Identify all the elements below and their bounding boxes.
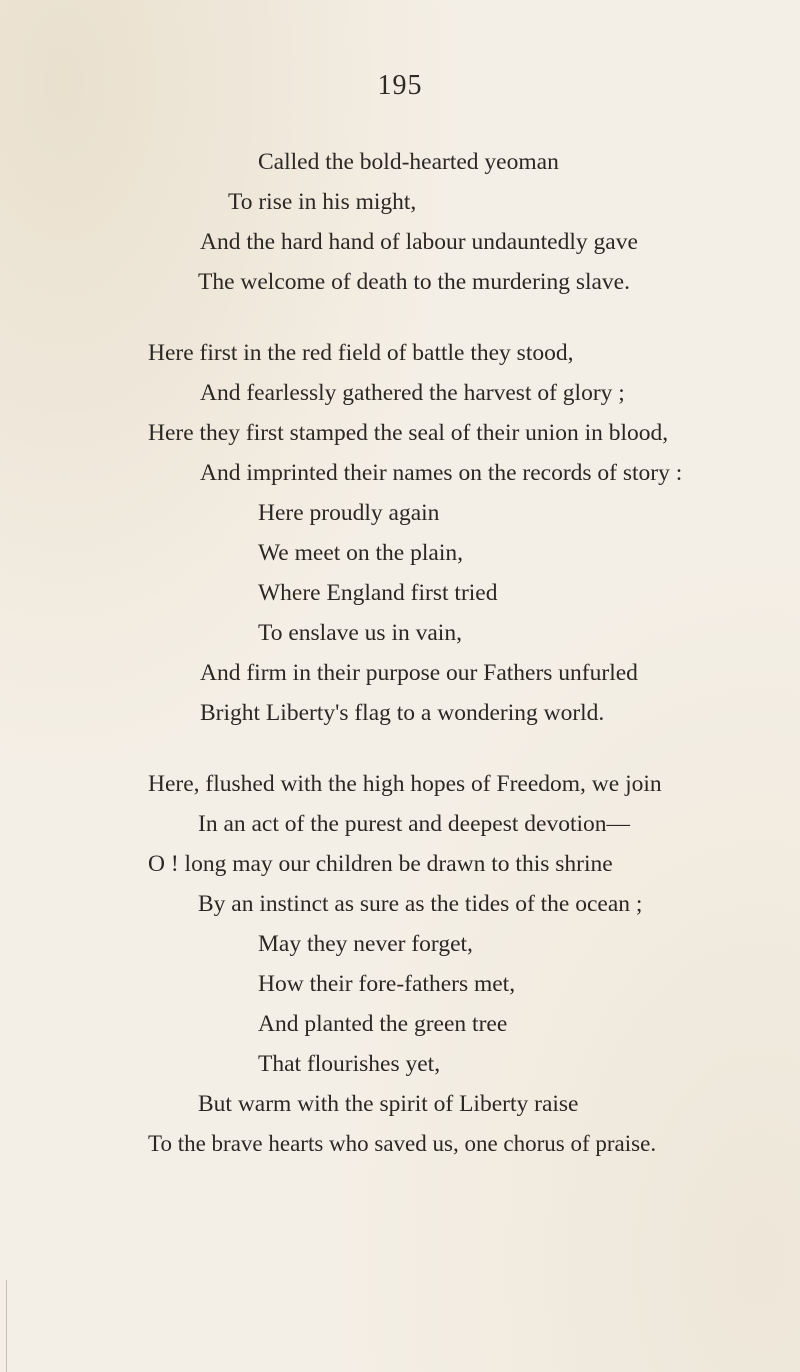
poem-line: Here, flushed with the high hopes of Freedom, we join	[148, 771, 662, 797]
poem-line: And planted the green tree	[258, 1011, 508, 1037]
poem-line: And fearlessly gathered the harvest of glory ;	[200, 380, 625, 406]
poem-line: But warm with the spirit of Liberty raise	[198, 1091, 579, 1117]
poem-line: And the hard hand of labour undauntedly gave	[200, 229, 638, 255]
poem-line: To rise in his might,	[228, 189, 417, 215]
poem-line: To enslave us in vain,	[258, 620, 462, 646]
poem-line: In an act of the purest and deepest devotion—	[198, 811, 630, 837]
poem-line: That flourishes yet,	[258, 1051, 441, 1077]
poem-line: Called the bold-hearted yeoman	[258, 149, 559, 175]
poem-line: Here they first stamped the seal of their union in blood,	[148, 420, 669, 446]
poem-line: May they never forget,	[258, 931, 473, 957]
poem-line: How their fore-fathers met,	[258, 971, 516, 997]
poem-line: We meet on the plain,	[258, 540, 463, 566]
poem-line: Here first in the red field of battle they stood,	[148, 340, 574, 366]
poem-line: Where England first tried	[258, 580, 498, 606]
page-edge-line	[6, 1280, 7, 1372]
poem-line: To the brave hearts who saved us, one chorus of praise.	[148, 1131, 657, 1156]
page-number: 195	[377, 70, 423, 101]
poem-line: Here proudly again	[258, 500, 440, 526]
poem-line: Bright Liberty's flag to a wondering world.	[200, 700, 605, 726]
poem-line: The welcome of death to the murdering slave.	[198, 269, 630, 295]
poem-line: And imprinted their names on the records of story :	[200, 460, 683, 486]
poem-line: By an instinct as sure as the tides of the ocean ;	[198, 891, 643, 917]
poem-line: And firm in their purpose our Fathers unfurled	[200, 660, 638, 686]
poem-line: O ! long may our children be drawn to this shrine	[148, 851, 613, 877]
